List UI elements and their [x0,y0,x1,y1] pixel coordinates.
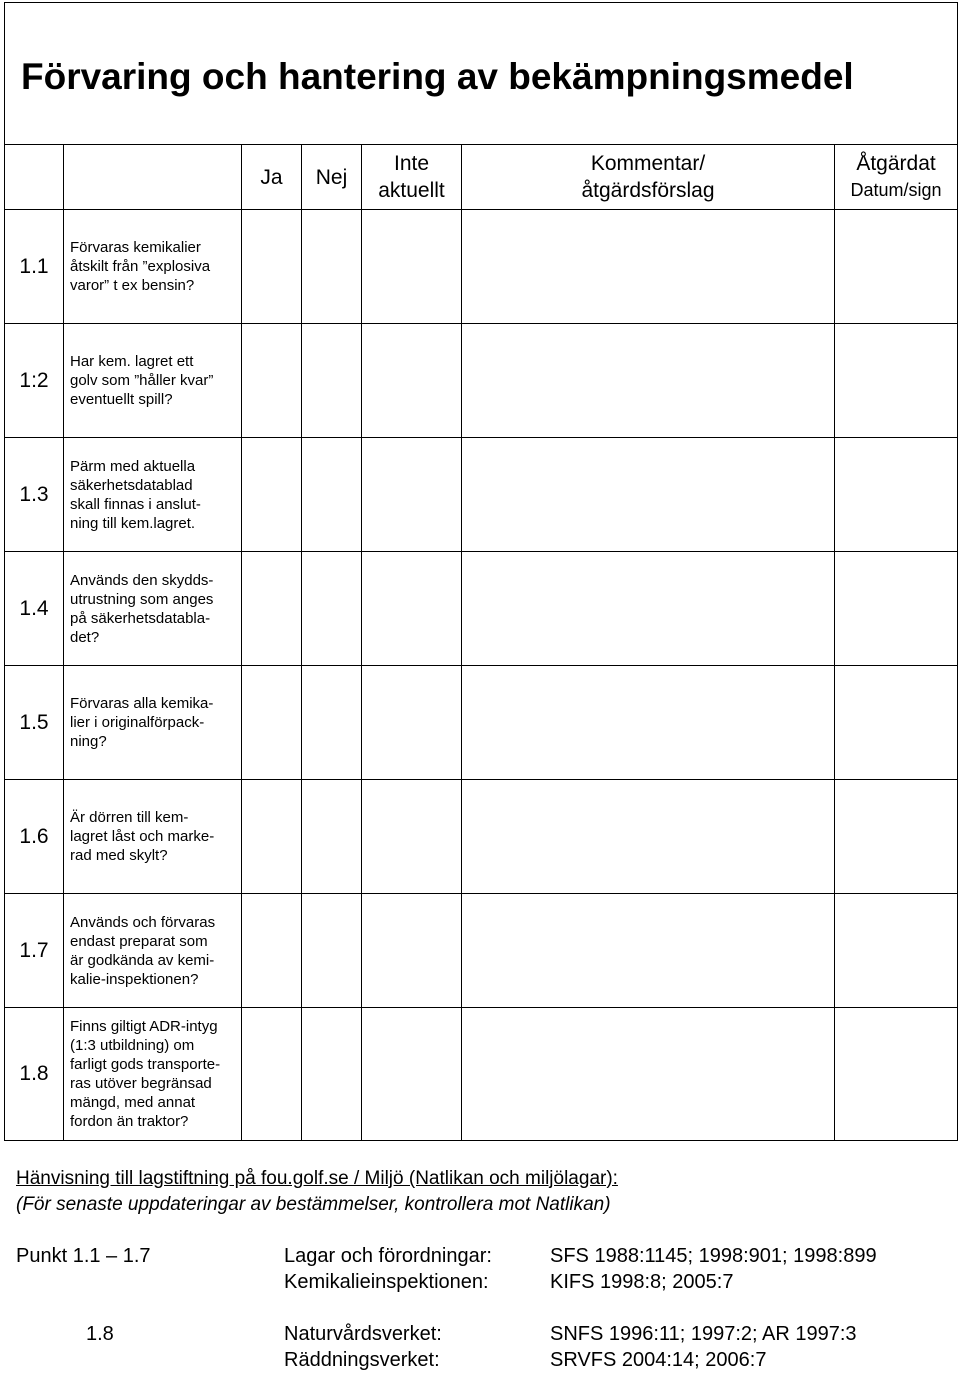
question-text-line: Är dörren till kem- [70,809,189,826]
answer-inte-aktuellt-cell[interactable] [362,894,462,1008]
header-atgardat-line2: Datum/sign [850,180,942,200]
question-row [5,894,958,1008]
answer-inte-aktuellt-cell[interactable] [362,780,462,894]
answer-nej-cell[interactable] [302,210,362,324]
reference-heading: Hänvisning till lagstiftning på fou.golf.se / Miljö (Natlikan och miljölagar): [16,1168,618,1189]
question-text [64,1008,242,1141]
answer-ja-cell[interactable] [242,438,302,552]
point-2-refs-1: SNFS 1996:11; 1997:2; AR 1997:3 [550,1323,857,1345]
answer-inte-aktuellt-cell[interactable] [362,1008,462,1141]
answer-ja-cell[interactable] [242,324,302,438]
comment-cell[interactable] [462,666,835,780]
question-text-line: ras utöver begränsad [70,1075,212,1092]
question-text-line: ning till kem.lagret. [70,514,196,532]
answer-inte-aktuellt-cell[interactable] [362,438,462,552]
question-text-line: (1:3 utbildning) om [70,1037,195,1054]
comment-cell[interactable] [462,894,835,1008]
question-text [64,210,242,324]
header-kommentar [462,145,835,210]
atgardat-cell[interactable] [835,1008,958,1141]
comment-cell[interactable] [462,780,835,894]
point-1-refs-2: KIFS 1998:8; 2005:7 [550,1271,734,1293]
question-text-line: på säkerhetsdatabla- [70,609,211,627]
question-number: 1.7 [5,894,64,1008]
point-1-refs-1: SFS 1988:1145; 1998:901; 1998:899 [550,1245,877,1267]
question-row [5,210,958,324]
question-number: 1.1 [5,210,64,324]
atgardat-cell[interactable] [835,438,958,552]
answer-nej-cell[interactable] [302,1008,362,1141]
atgardat-cell[interactable] [835,666,958,780]
question-row [5,1008,958,1141]
point-2-refs-2: SRVFS 2004:14; 2006:7 [550,1349,767,1371]
question-text-line: varor” t ex bensin? [70,277,195,294]
checklist-table [4,2,958,1141]
atgardat-cell[interactable] [835,894,958,1008]
question-text-line: fordon än traktor? [70,1113,189,1130]
question-text-line: golv som ”håller kvar” [70,372,214,389]
answer-nej-cell[interactable] [302,552,362,666]
answer-nej-cell[interactable] [302,438,362,552]
question-text [64,324,242,438]
point-1-source-2: Kemikalieinspektionen: [284,1271,489,1293]
question-text-line: utrustning som anges [70,590,214,608]
answer-inte-aktuellt-cell[interactable] [362,324,462,438]
question-text-line: Förvaras alla kemika- [70,695,214,712]
title-cell [5,3,958,145]
question-text-line: Har kem. lagret ett [70,353,194,370]
header-kommentar-line1: Kommentar/ [590,152,706,175]
header-ja: Ja [242,145,302,210]
question-number: 1.4 [5,552,64,666]
answer-nej-cell[interactable] [302,780,362,894]
question-text [64,780,242,894]
question-text-line: lier i originalförpack- [70,714,205,731]
question-text-line: är godkända av kemi- [70,951,215,969]
answer-ja-cell[interactable] [242,666,302,780]
question-text-line: eventuellt spill? [70,391,173,408]
question-row [5,780,958,894]
reference-note: (För senaste uppdateringar av bestämmelser, kontrollera mot Natlikan) [16,1194,611,1215]
question-text-line: farligt gods transporte- [70,1056,221,1073]
atgardat-cell[interactable] [835,324,958,438]
header-atgardat [835,145,958,210]
question-text-line: Finns giltigt ADR-intyg [70,1018,218,1035]
question-row [5,438,958,552]
header-number-cell [5,145,64,210]
comment-cell[interactable] [462,552,835,666]
answer-ja-cell[interactable] [242,894,302,1008]
header-kommentar-line2: åtgärdsförslag [581,179,715,202]
point-2-source-2: Räddningsverket: [284,1349,440,1371]
question-text-line: Förvaras kemikalier [70,239,201,256]
point-1-source-1: Lagar och förordningar: [284,1245,492,1267]
question-text [64,894,242,1008]
question-number: 1.6 [5,780,64,894]
atgardat-cell[interactable] [835,210,958,324]
question-text [64,552,242,666]
question-text-line: mängd, med annat [70,1094,196,1111]
answer-inte-aktuellt-cell[interactable] [362,552,462,666]
question-text-line: säkerhetsdatablad [70,476,193,494]
question-text-line: lagret låst och marke- [70,828,215,845]
question-number: 1.3 [5,438,64,552]
answer-inte-aktuellt-cell[interactable] [362,210,462,324]
point-label-1: Punkt 1.1 – 1.7 [16,1245,151,1267]
answer-ja-cell[interactable] [242,552,302,666]
answer-ja-cell[interactable] [242,780,302,894]
point-label-2: 1.8 [86,1323,114,1345]
answer-nej-cell[interactable] [302,894,362,1008]
header-inte-line2: aktuellt [378,179,445,202]
answer-inte-aktuellt-cell[interactable] [362,666,462,780]
question-text [64,666,242,780]
comment-cell[interactable] [462,1008,835,1141]
question-text-line: det? [70,628,100,646]
answer-nej-cell[interactable] [302,324,362,438]
answer-nej-cell[interactable] [302,666,362,780]
page-title: Förvaring och hantering av bekämpningsmedel [21,55,854,97]
header-inte-line1: Inte [393,152,430,175]
question-number: 1:2 [5,324,64,438]
point-2-source-1: Naturvårdsverket: [284,1323,442,1345]
question-text-line: ning? [70,733,107,750]
question-text-line: skall finnas i anslut- [70,495,201,513]
header-inte-aktuellt [362,145,462,210]
header-atgardat-line1: Åtgärdat [856,152,936,175]
question-text-line: rad med skylt? [70,847,168,864]
question-text-line: Används och förvaras [70,913,216,931]
comment-cell[interactable] [462,438,835,552]
atgardat-cell[interactable] [835,552,958,666]
question-text-line: endast preparat som [70,932,208,950]
header-nej: Nej [302,145,362,210]
header-row [5,145,958,210]
question-number: 1.8 [5,1008,64,1141]
answer-ja-cell[interactable] [242,1008,302,1141]
atgardat-cell[interactable] [835,780,958,894]
header-question-cell [64,145,242,210]
question-text-line: kalie-inspektionen? [70,970,199,988]
question-row [5,552,958,666]
question-text-line: åtskilt från ”explosiva [70,258,211,275]
question-text-line: Pärm med aktuella [70,457,196,475]
comment-cell[interactable] [462,210,835,324]
question-text [64,438,242,552]
answer-ja-cell[interactable] [242,210,302,324]
question-text-line: Används den skydds- [70,571,214,589]
question-row [5,324,958,438]
question-number: 1.5 [5,666,64,780]
comment-cell[interactable] [462,324,835,438]
question-row [5,666,958,780]
